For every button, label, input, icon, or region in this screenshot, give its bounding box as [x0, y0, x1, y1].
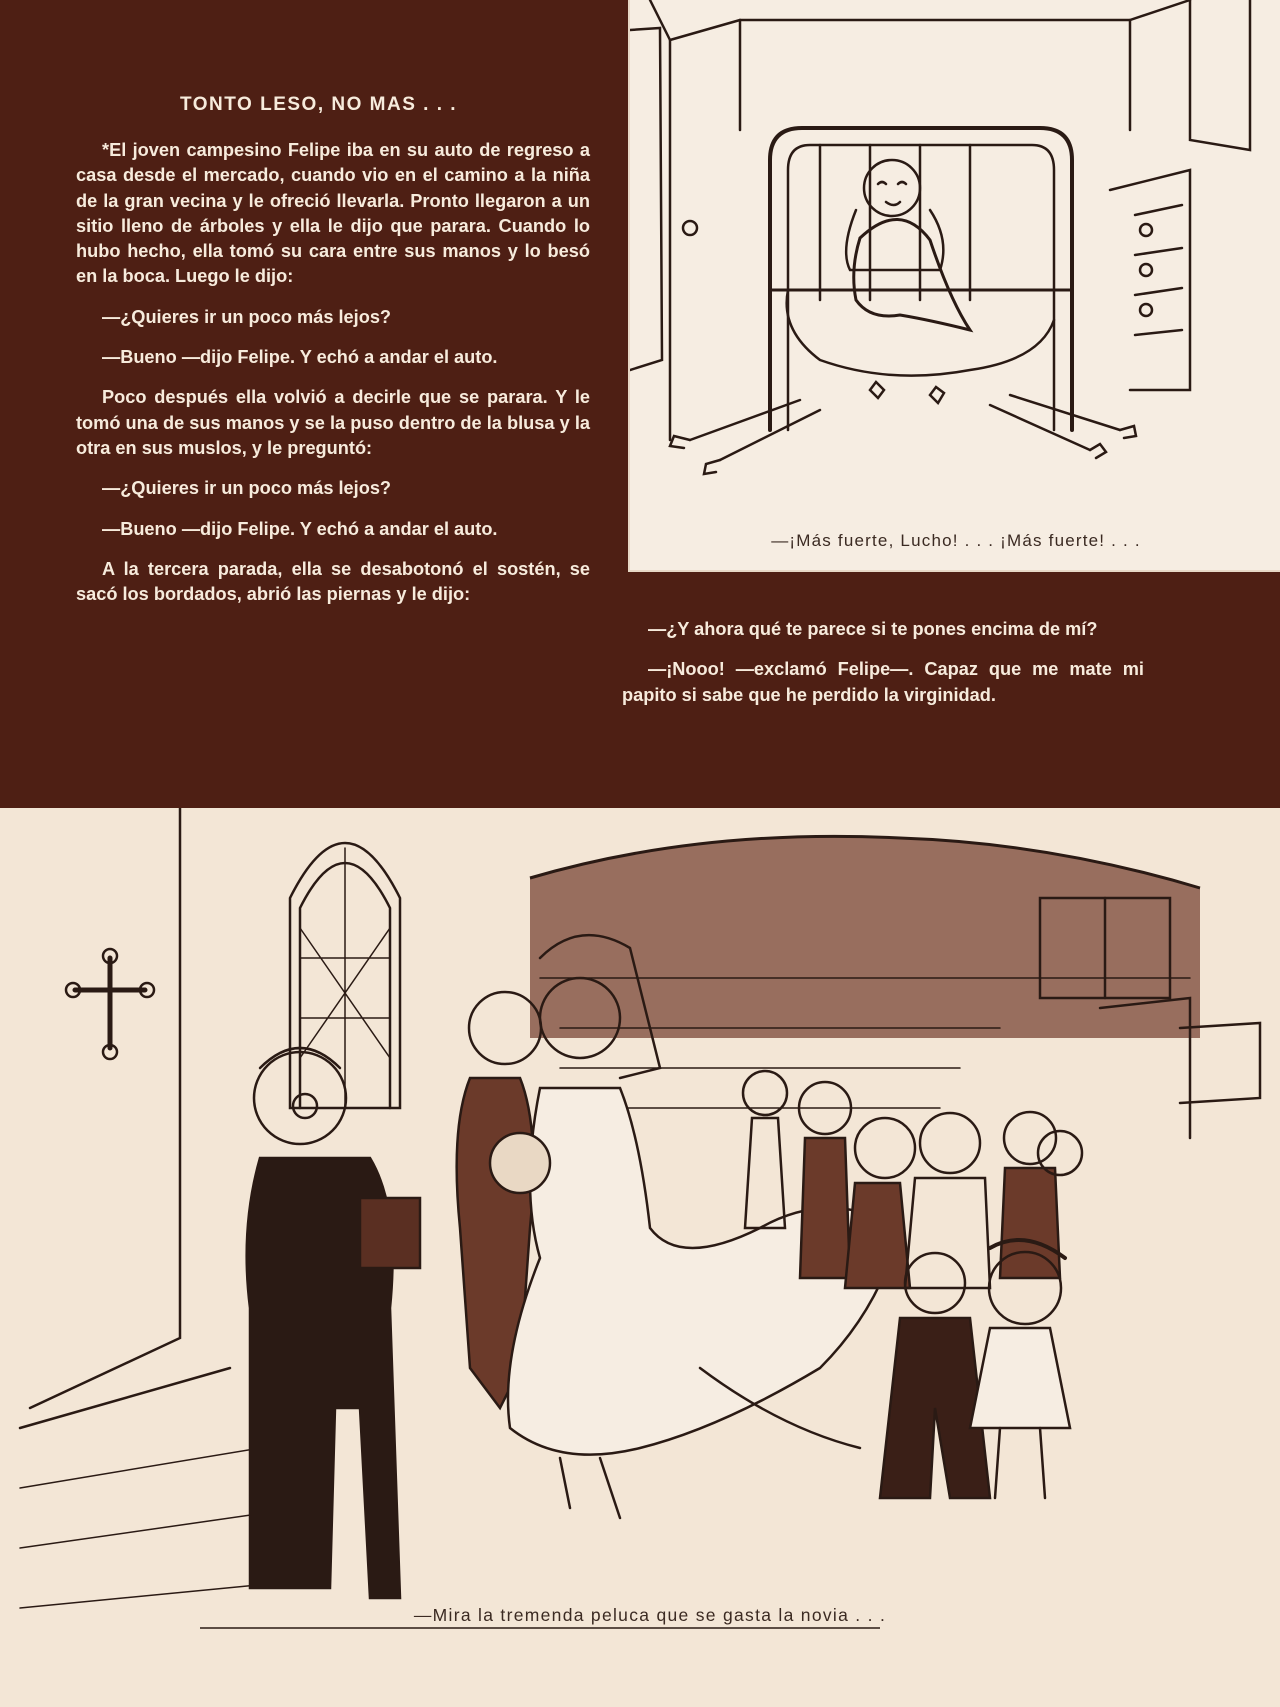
bedroom-cartoon-panel	[628, 0, 1280, 572]
story-paragraph: A la tercera parada, ella se desabotonó el sostén, se sacó los bordados, abrió las piernas y le dijo:	[76, 558, 590, 605]
story-paragraph: —Bueno —dijo Felipe. Y echó a andar el auto.	[102, 347, 498, 368]
story-paragraph: —Bueno —dijo Felipe. Y echó a andar el auto.	[102, 518, 498, 539]
story-title: TONTO LESO, NO MAS . . .	[180, 94, 458, 115]
wedding-cartoon-panel	[0, 808, 1280, 1707]
story-paragraph: —¿Quieres ir un poco más lejos?	[102, 478, 392, 499]
story-paragraph: —¿Y ahora qué te parece si te pones encima de mí?	[648, 619, 1098, 639]
story-paragraph: —¡Nooo! —exclamó Felipe—. Capaz que me mate mi papito si sabe que he perdido la virginidad.	[622, 659, 1144, 705]
cartoon-top-caption: —¡Más fuerte, Lucho! . . . ¡Más fuerte! . . .	[771, 531, 1141, 550]
story-paragraph: Poco después ella volvió a decirle que se parara. Y le tomó una de sus manos y se la puso dentro de la blusa y la otra en sus muslos, y le preguntó:	[76, 387, 590, 458]
wedding-cartoon-illustration	[0, 808, 1280, 1707]
story-right-column	[622, 617, 1144, 723]
bedroom-cartoon-illustration	[630, 0, 1280, 572]
story-paragraph: —¿Quieres ir un poco más lejos?	[102, 306, 392, 327]
story-left-column	[76, 138, 590, 622]
cartoon-bottom-caption: —Mira la tremenda peluca que se gasta la novia . . .	[413, 1605, 887, 1625]
story-paragraph: *El joven campesino Felipe iba en su auto de regreso a casa desde el mercado, cuando vio en el camino a la niña de la gran vecina y le ofreció llevarla. Pronto llegaron a un sitio lleno de árboles y ella le dijo que parara. Cuando lo hubo hecho, ella tomó su cara entre sus manos y lo besó en la boca. Luego le dijo:	[76, 140, 590, 287]
